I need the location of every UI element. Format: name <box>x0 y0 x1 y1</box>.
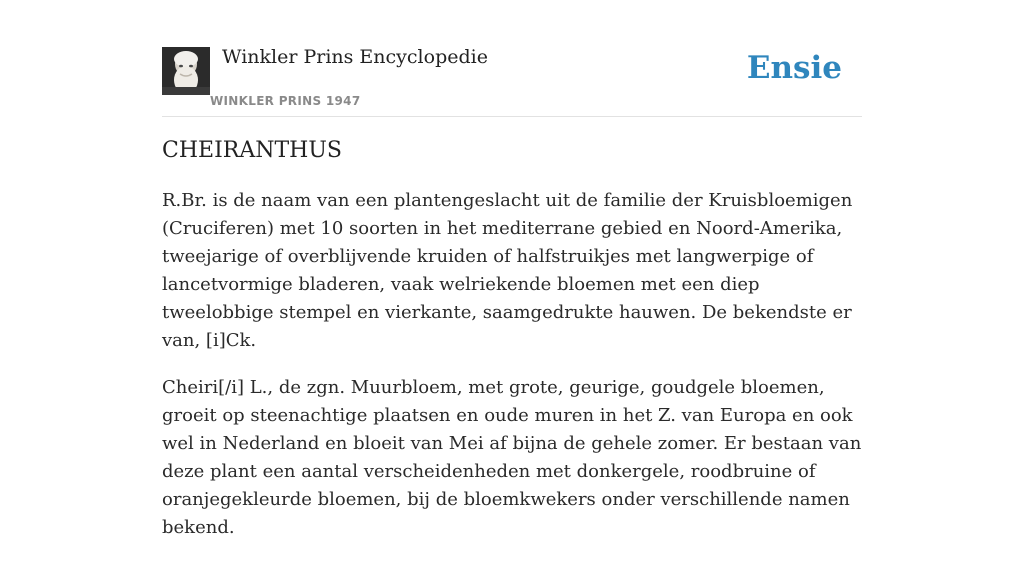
article-title: CHEIRANTHUS <box>162 138 342 163</box>
brand-logo[interactable]: Ensie <box>746 50 842 86</box>
bearded-man-portrait-icon <box>162 47 210 95</box>
site-header <box>162 40 862 117</box>
article-paragraph-2: Cheiri[/i] L., de zgn. Muurbloem, met grote, geurige, goudgele bloemen, groeit op steenachtige plaatsen en oude muren in het Z. van Europa en ook wel in Nederland en bloeit van Mei af bijna de gehele zomer. Er bestaan van deze plant een aantal verscheidenheden met donkergele, roodbruine of oranjegekleurde bloemen, bij de bloemkwekers onder verschillende namen bekend. <box>162 377 862 538</box>
site-title[interactable]: Winkler Prins Encyclopedie <box>222 46 488 68</box>
edition-label[interactable]: WINKLER PRINS 1947 <box>210 94 361 108</box>
article <box>162 138 872 561</box>
author-avatar[interactable] <box>162 47 210 95</box>
article-paragraph-1: R.Br. is de naam van een plantengeslacht uit de familie der Kruisbloemigen (Cruciferen) met 10 soorten in het mediterrane gebied en Noord-Amerika, tweejarige of overblijvende kruiden of halfstruikjes met langwerpige of lancetvormige bladeren, vaak welriekende bloemen met een diep tweelobbige stempel en vierkante, saamgedrukte hauwen. De bekendste er van, [i]Ck. <box>162 190 853 351</box>
